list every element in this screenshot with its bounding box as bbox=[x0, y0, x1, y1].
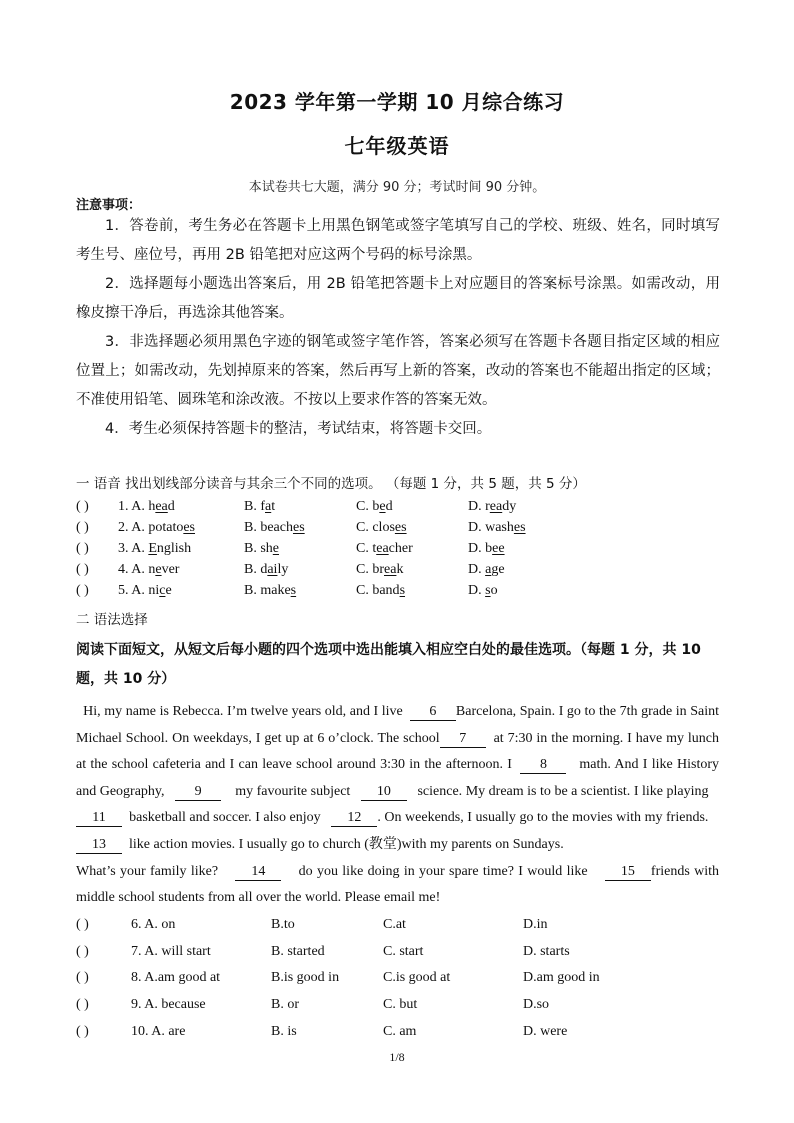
blank-15: 15 bbox=[605, 864, 651, 881]
option-a: 5. A. nice bbox=[118, 583, 172, 598]
note-item: 1．答卷前，考生务必在答题卡上用黑色钢笔或签字笔填写自己的学校、班级、姓名，同时填写考生号、座位号，再用 2B 铅笔把对应这两个号码的标号涂黑。 bbox=[76, 218, 720, 263]
option-d: D.in bbox=[523, 917, 548, 932]
section1-heading: 一 语音 找出划线部分读音与其余三个不同的选项。 （每题 1 分，共 5 题，共 5 分） bbox=[76, 476, 586, 492]
option-d: D. were bbox=[523, 1023, 568, 1039]
option-b: B. beaches bbox=[244, 520, 305, 535]
blank-10: 10 bbox=[361, 784, 407, 801]
answer-bracket[interactable]: ( ) bbox=[76, 562, 89, 577]
option-a: 2. A. potatoes bbox=[118, 520, 196, 535]
answer-bracket[interactable]: ( ) bbox=[76, 970, 89, 986]
exam-subject: 七年级英语 bbox=[344, 134, 450, 158]
answer-bracket[interactable]: ( ) bbox=[76, 499, 89, 514]
answer-bracket[interactable]: ( ) bbox=[76, 997, 89, 1013]
option-c: C. closes bbox=[356, 520, 407, 535]
option-c: C. bed bbox=[356, 499, 393, 514]
answer-bracket[interactable]: ( ) bbox=[76, 943, 89, 959]
option-a: 6. A. on bbox=[131, 917, 176, 932]
option-b: B.is good in bbox=[271, 970, 340, 986]
option-d: D. age bbox=[468, 562, 505, 577]
answer-bracket[interactable]: ( ) bbox=[76, 520, 89, 535]
option-d: D.so bbox=[523, 997, 550, 1013]
option-d: D. so bbox=[468, 583, 498, 598]
blank-13: 13 bbox=[76, 837, 122, 854]
reading-passage: Hi, my name is Rebecca. I’m twelve years old, and I live 6 Barcelona, Spain. I go to the 7th grade in Saint Michael School. On weekdays, I get up at 6 o’clock. The school 7 at 7:30 in the morning. I have my lunch at the school cafeteria and I can leave school around 3:30 in the afternoon. I 8 math. And I like History and Geography, 9 my favourite subject 10 science. My dream is to be a scientist. I like playing 11 basketball and soccer. I also enjoy 12 . On weekends, I usually go to the movies with my friends. 13 like action movies. I usually go to church (教堂)with my parents on Sundays. What’s your family like? 14 do you like doing in your spare time? I would like 15 friends with middle school students from all over the world. Please email me! bbox=[76, 704, 720, 906]
note-item: 3．非选择题必须用黑色字迹的钢笔或签字笔作答，答案必须写在答题卡各题目指定区域的相应位置上；如需改动，先划掉原来的答案，然后再写上新的答案，改动的答案也不能超出指定的区域；不准使用铅笔、圆珠笔和涂改液。不按以上要求作答的答案无效。 bbox=[76, 334, 720, 408]
option-b: B.to bbox=[271, 917, 295, 932]
page-number: 1/8 bbox=[389, 1050, 405, 1064]
blank-11: 11 bbox=[76, 810, 122, 827]
notes-heading: 注意事项： bbox=[76, 198, 142, 213]
option-a: 10. A. are bbox=[131, 1023, 186, 1039]
option-c: C. but bbox=[383, 997, 418, 1013]
blank-14: 14 bbox=[235, 864, 281, 881]
option-a: 9. A. because bbox=[131, 997, 206, 1013]
option-a: 8. A.am good at bbox=[131, 970, 221, 986]
section2-heading: 二 语法选择 bbox=[76, 612, 148, 628]
option-c: C. am bbox=[383, 1023, 417, 1039]
answer-bracket[interactable]: ( ) bbox=[76, 917, 89, 932]
note-item: 2．选择题每小题选出答案后，用 2B 铅笔把答题卡上对应题目的答案标号涂黑。如需改动，用橡皮擦干净后，再选涂其他答案。 bbox=[76, 276, 720, 321]
option-b: B. or bbox=[271, 997, 299, 1013]
answer-bracket[interactable]: ( ) bbox=[76, 1023, 89, 1039]
option-c: C. start bbox=[383, 943, 424, 959]
option-c: C. teacher bbox=[356, 541, 413, 556]
blank-9: 9 bbox=[175, 784, 221, 801]
option-b: B. fat bbox=[244, 499, 276, 514]
option-d: D. ready bbox=[468, 499, 517, 514]
option-d: D. washes bbox=[468, 520, 526, 535]
option-c: C.is good at bbox=[383, 970, 451, 986]
option-c: C.at bbox=[383, 917, 406, 932]
option-d: D. bee bbox=[468, 541, 505, 556]
option-b: B. started bbox=[271, 943, 325, 959]
blank-12: 12 bbox=[331, 810, 377, 827]
answer-bracket[interactable]: ( ) bbox=[76, 541, 89, 556]
option-a: 3. A. English bbox=[118, 541, 192, 556]
option-c: C. bands bbox=[356, 583, 406, 598]
answer-bracket[interactable]: ( ) bbox=[76, 583, 89, 598]
option-c: C. break bbox=[356, 562, 404, 577]
section2-instruction: 阅读下面短文，从短文后每小题的四个选项中选出能填入相应空白处的最佳选项。（每题 1 分，共 10 题，共 10 分） bbox=[76, 642, 701, 687]
option-d: D.am good in bbox=[523, 970, 600, 986]
option-a: 7. A. will start bbox=[131, 943, 211, 959]
option-a: 1. A. head bbox=[118, 499, 175, 514]
blank-7: 7 bbox=[440, 731, 486, 748]
blank-6: 6 bbox=[410, 704, 456, 721]
note-item: 4．考生必须保持答题卡的整洁，考试结束，将答题卡交回。 bbox=[105, 421, 492, 437]
option-b: B. she bbox=[244, 541, 280, 556]
exam-info: 本试卷共七大题，满分 90 分；考试时间 90 分钟。 bbox=[248, 180, 546, 195]
option-b: B. is bbox=[271, 1023, 297, 1039]
option-b: B. daily bbox=[244, 562, 289, 577]
option-d: D. starts bbox=[523, 943, 570, 959]
exam-title: 2023 学年第一学期 10 月综合练习 bbox=[229, 90, 565, 114]
notes-list bbox=[76, 212, 720, 444]
option-a: 4. A. never bbox=[118, 562, 180, 577]
option-b: B. makes bbox=[244, 583, 297, 598]
blank-8: 8 bbox=[520, 757, 566, 774]
